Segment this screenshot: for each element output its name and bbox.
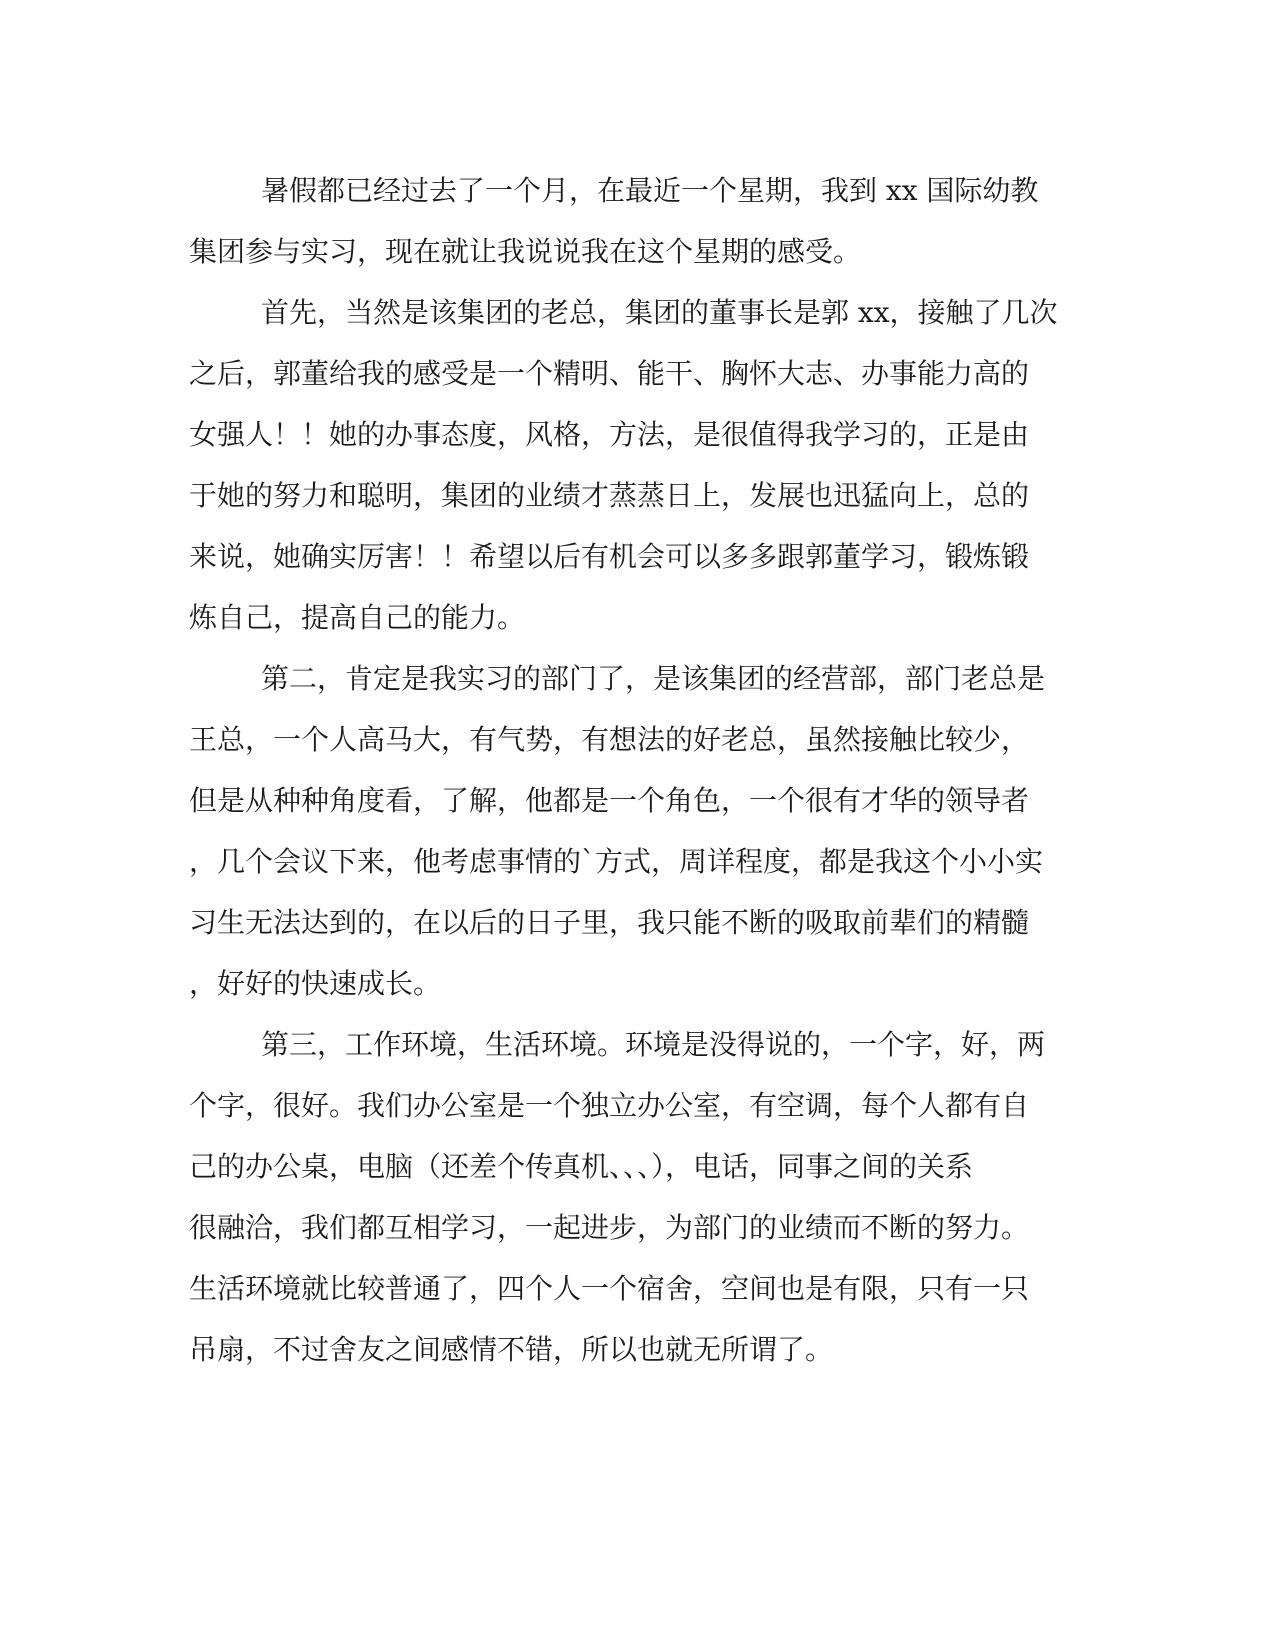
paragraph-line: ，几个会议下来，他考虑事情的`方式，周详程度，都是我这个小小实 bbox=[189, 845, 1044, 878]
paragraph-line: 第三，工作环境，生活环境。环境是没得说的，一个字，好，两 bbox=[261, 1028, 1046, 1061]
paragraph-line: 王总，一个人高马大，有气势，有想法的好老总，虽然接触比较少， bbox=[189, 723, 1030, 756]
paragraph-line: 很融洽，我们都互相学习，一起进步，为部门的业绩而不断的努力。 bbox=[189, 1211, 1030, 1244]
paragraph-line: 于她的努力和聪明，集团的业绩才蒸蒸日上，发展也迅猛向上，总的 bbox=[189, 479, 1030, 512]
paragraph-line: ，好好的快速成长。 bbox=[189, 967, 442, 1000]
paragraph-line: 首先，当然是该集团的老总，集团的董事长是郭 xx，接触了几次 bbox=[261, 296, 1058, 329]
paragraph-line: 个字，很好。我们办公室是一个独立办公室，有空调，每个人都有自 bbox=[189, 1089, 1030, 1122]
paragraph-1 bbox=[189, 160, 1089, 282]
paragraph-3 bbox=[189, 648, 1089, 1014]
paragraph-line: 来说，她确实厉害！！希望以后有机会可以多多跟郭董学习，锻炼锻 bbox=[189, 540, 1030, 573]
paragraph-line: 之后，郭董给我的感受是一个精明、能干、胸怀大志、办事能力高的 bbox=[189, 357, 1030, 390]
paragraph-line: 吊扇，不过舍友之间感情不错，所以也就无所谓了。 bbox=[189, 1333, 834, 1366]
paragraph-2 bbox=[189, 282, 1089, 648]
paragraph-line: 生活环境就比较普通了，四个人一个宿舍，空间也是有限，只有一只 bbox=[189, 1272, 1030, 1305]
paragraph-line: 炼自己，提高自己的能力。 bbox=[189, 601, 526, 634]
paragraph-line: 集团参与实习，现在就让我说说我在这个星期的感受。 bbox=[189, 235, 862, 268]
document-body bbox=[189, 160, 1089, 1380]
paragraph-line: 但是从种种角度看，了解，他都是一个角色，一个很有才华的领导者 bbox=[189, 784, 1030, 817]
paragraph-line: 女强人！！她的办事态度，风格，方法，是很值得我学习的，正是由 bbox=[189, 418, 1030, 451]
paragraph-line: 己的办公桌，电脑（还差个传真机、、、），电话，同事之间的关系 bbox=[189, 1150, 974, 1183]
paragraph-line: 习生无法达到的，在以后的日子里，我只能不断的吸取前辈们的精髓 bbox=[189, 906, 1030, 939]
paragraph-4 bbox=[189, 1014, 1089, 1380]
paragraph-line: 暑假都已经过去了一个月，在最近一个星期，我到 xx 国际幼教 bbox=[261, 174, 1039, 207]
paragraph-line: 第二，肯定是我实习的部门了，是该集团的经营部，部门老总是 bbox=[261, 662, 1046, 695]
